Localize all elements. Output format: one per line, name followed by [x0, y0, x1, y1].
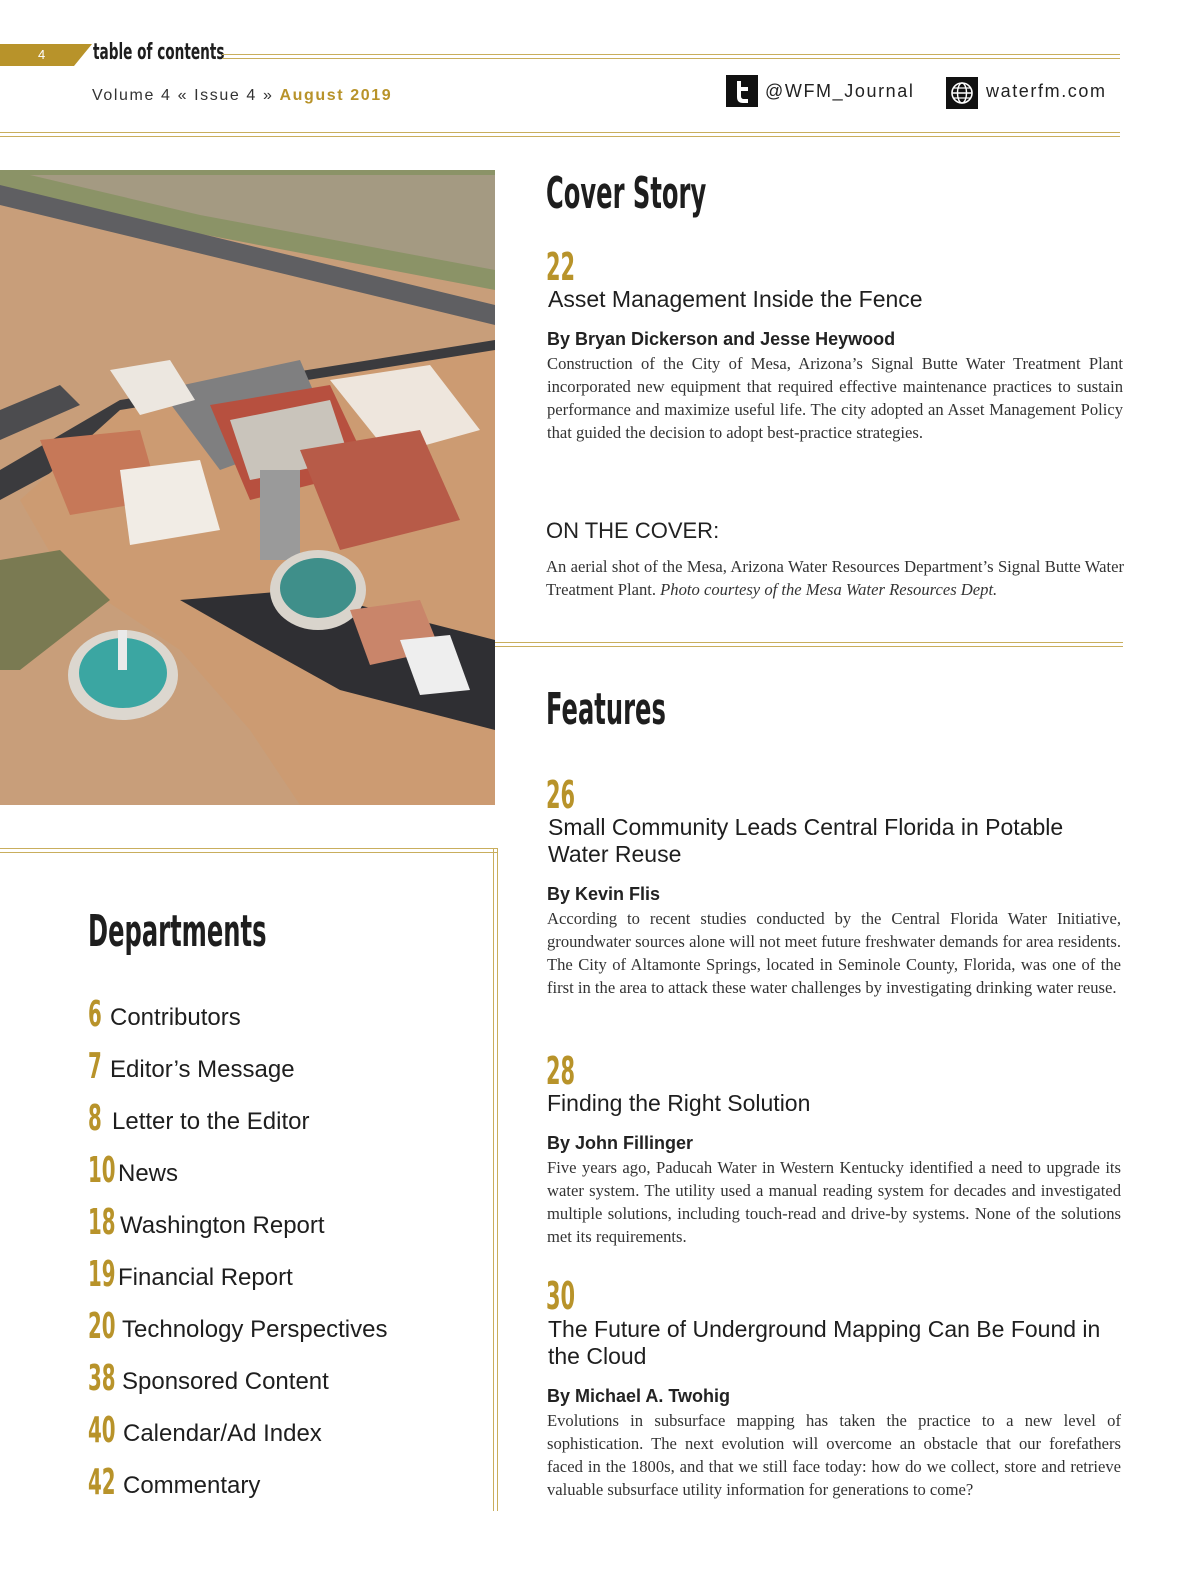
department-page-number: 7 — [88, 1046, 102, 1087]
cover-story-page-number[interactable]: 22 — [546, 245, 576, 289]
features-heading: Features — [546, 684, 666, 735]
issue-info — [92, 87, 392, 105]
volume-label: Volume 4 — [92, 87, 172, 104]
department-page-number: 20 — [88, 1306, 116, 1347]
aerial-water-treatment-plant-photo — [0, 170, 495, 805]
department-item[interactable] — [88, 1150, 179, 1191]
department-label: Sponsored Content — [122, 1368, 329, 1395]
department-item[interactable] — [88, 1202, 325, 1243]
department-label: Financial Report — [118, 1264, 293, 1291]
cover-story-heading: Cover Story — [546, 168, 707, 219]
department-label: Editor’s Message — [110, 1056, 295, 1083]
department-label: News — [118, 1160, 179, 1187]
feature-blurb: Five years ago, Paducah Water in Western Kentucky identified a need to upgrade its water system. The utility used a manual reading system for decades and investigated multiple solutions, including touch-read and drive-by systems. None of the solutions met its requirements. — [547, 1158, 1121, 1246]
department-page-number: 18 — [88, 1202, 116, 1243]
feature-title[interactable]: The Future of Underground Mapping Can Be Found in the Cloud — [548, 1316, 1101, 1369]
website-link[interactable]: waterfm.com — [986, 81, 1107, 101]
department-item[interactable] — [88, 1098, 310, 1139]
feature-title[interactable]: Finding the Right Solution — [547, 1090, 811, 1116]
department-page-number: 6 — [88, 994, 102, 1035]
feature-page-number[interactable]: 26 — [546, 773, 576, 817]
on-the-cover-text: An aerial shot of the Mesa, Arizona Water Resources Department’s Signal Butte Water Treatment Plant. — [546, 557, 1124, 599]
separator-left: « — [177, 87, 195, 104]
top-divider — [0, 132, 1120, 137]
department-label: Washington Report — [120, 1212, 325, 1239]
department-page-number: 42 — [88, 1462, 116, 1503]
department-page-number: 38 — [88, 1358, 116, 1399]
section-title: table of contents — [93, 40, 225, 65]
department-item[interactable] — [88, 1462, 261, 1503]
twitter-handle-link[interactable]: @WFM_Journal — [765, 81, 915, 101]
feature-byline: By Michael A. Twohig — [547, 1386, 731, 1406]
issue-label: Issue 4 — [194, 87, 257, 104]
cover-story-blurb: Construction of the City of Mesa, Arizona’s Signal Butte Water Treatment Plant incorporated new equipment that required effective maintenance practices to sustain performance and maximize useful life. The city adopted an Asset Management Policy that guided the decision to adopt best-practice strategies. — [547, 354, 1123, 442]
page-number-tab — [0, 44, 92, 66]
on-the-cover-caption — [546, 555, 1124, 601]
feature-blurb: Evolutions in subsurface mapping has taken the practice to a new level of sophistication. The next evolution will overcome an obstacle that our forefathers faced in the 1800s, and that we still face today: how do we collect, store and retrieve valuable subsurface utility information for generations to come? — [547, 1411, 1121, 1499]
departments-heading: Departments — [88, 906, 267, 957]
page-number: 4 — [38, 47, 46, 62]
departments-side-rule — [493, 848, 498, 1511]
department-item[interactable] — [88, 994, 241, 1035]
department-page-number: 10 — [88, 1150, 116, 1191]
feature-title[interactable]: Small Community Leads Central Florida in Potable Water Reuse — [548, 814, 1064, 867]
department-label: Technology Perspectives — [122, 1316, 388, 1343]
departments-top-rule — [0, 848, 497, 853]
department-label: Commentary — [123, 1472, 261, 1499]
department-page-number: 40 — [88, 1410, 116, 1451]
header-rule — [222, 54, 1120, 59]
department-label: Letter to the Editor — [112, 1108, 310, 1135]
department-page-number: 8 — [88, 1098, 102, 1139]
department-label: Contributors — [110, 1004, 241, 1031]
feature-byline: By Kevin Flis — [547, 884, 661, 904]
cover-story-title[interactable]: Asset Management Inside the Fence — [548, 286, 923, 312]
globe-icon[interactable] — [946, 77, 978, 109]
department-item[interactable] — [88, 1254, 293, 1295]
feature-page-number[interactable]: 30 — [546, 1274, 576, 1318]
department-label: Calendar/Ad Index — [123, 1420, 322, 1447]
feature-blurb: According to recent studies conducted by the Central Florida Water Initiative, groundwater sources alone will not meet future freshwater demands for area residents. The City of Altamonte Springs, located in Seminole County, Florida, was one of the first in the area to attack these water challenges by investigating drinking water reuse. — [547, 909, 1121, 997]
issue-date: August 2019 — [279, 87, 393, 104]
twitter-icon[interactable] — [726, 75, 758, 107]
cover-story-byline: By Bryan Dickerson and Jesse Heywood — [547, 329, 896, 349]
photo-credit: Photo courtesy of the Mesa Water Resources Dept. — [660, 580, 998, 599]
features-divider — [495, 642, 1123, 647]
feature-page-number[interactable]: 28 — [546, 1049, 576, 1093]
separator-right: » — [262, 87, 280, 104]
department-item[interactable] — [88, 1046, 295, 1087]
department-item[interactable] — [88, 1306, 388, 1347]
feature-byline: By John Fillinger — [547, 1133, 694, 1153]
department-item[interactable] — [88, 1358, 329, 1399]
department-page-number: 19 — [88, 1254, 116, 1295]
department-item[interactable] — [88, 1410, 322, 1451]
on-the-cover-label: ON THE COVER: — [546, 518, 720, 543]
